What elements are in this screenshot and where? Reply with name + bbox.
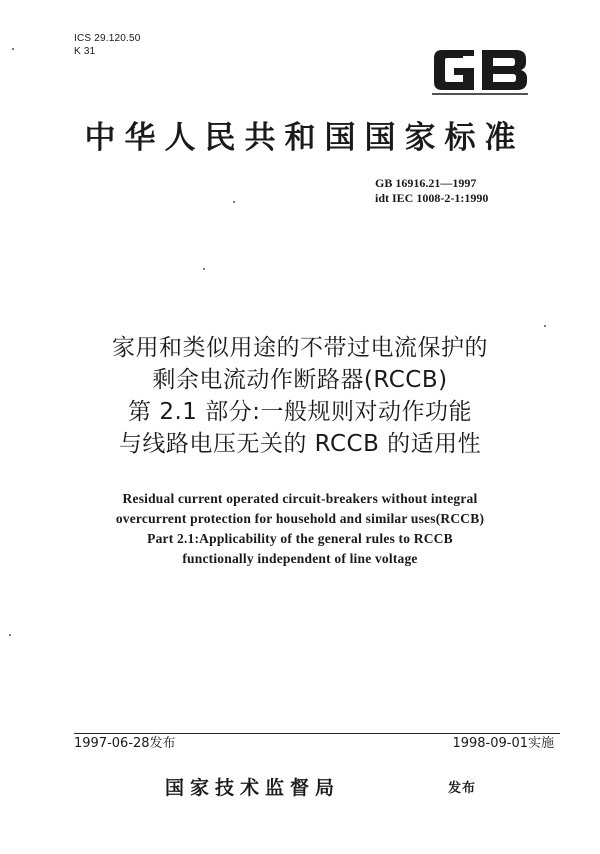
standard-code: GB 16916.21—1997 <box>375 176 477 190</box>
english-title-line: overcurrent protection for household and similar uses(RCCB) <box>115 511 485 526</box>
national-standard-title: 中华人民共和国国家标准 <box>84 120 525 156</box>
scan-speck <box>544 325 546 327</box>
scan-speck <box>12 48 14 50</box>
english-title-line: functionally independent of line voltage <box>182 551 418 566</box>
scan-speck <box>203 268 205 270</box>
issuing-suffix: 发布 <box>448 781 477 796</box>
ics-code: ICS 29.120.50 <box>74 33 141 44</box>
idt-reference: idt IEC 1008-2-1:1990 <box>375 191 489 205</box>
issue-date: 1997-06-28发布 <box>74 736 176 751</box>
scan-speck <box>9 634 11 636</box>
gb-logo-graphic <box>430 44 530 96</box>
date-divider <box>74 733 560 734</box>
chinese-title-line: 剩余电流动作断路器(RCCB) <box>152 367 448 393</box>
class-code: K 31 <box>74 46 96 57</box>
gb-logo <box>430 44 530 96</box>
issuing-authority: 国家技术监督局 <box>165 777 341 799</box>
chinese-title <box>0 332 600 460</box>
chinese-title-line: 家用和类似用途的不带过电流保护的 <box>112 335 488 361</box>
classification-codes <box>74 32 141 58</box>
chinese-title-line: 与线路电压无关的 RCCB 的适用性 <box>118 431 482 457</box>
english-title <box>0 489 600 569</box>
english-title-line: Residual current operated circuit-breakers without integral <box>122 491 478 506</box>
scan-speck <box>233 201 235 203</box>
chinese-title-line: 第 2.1 部分:一般规则对动作功能 <box>128 399 472 425</box>
english-title-line: Part 2.1:Applicability of the general rules to RCCB <box>147 531 453 546</box>
implementation-date: 1998-09-01实施 <box>452 736 554 751</box>
